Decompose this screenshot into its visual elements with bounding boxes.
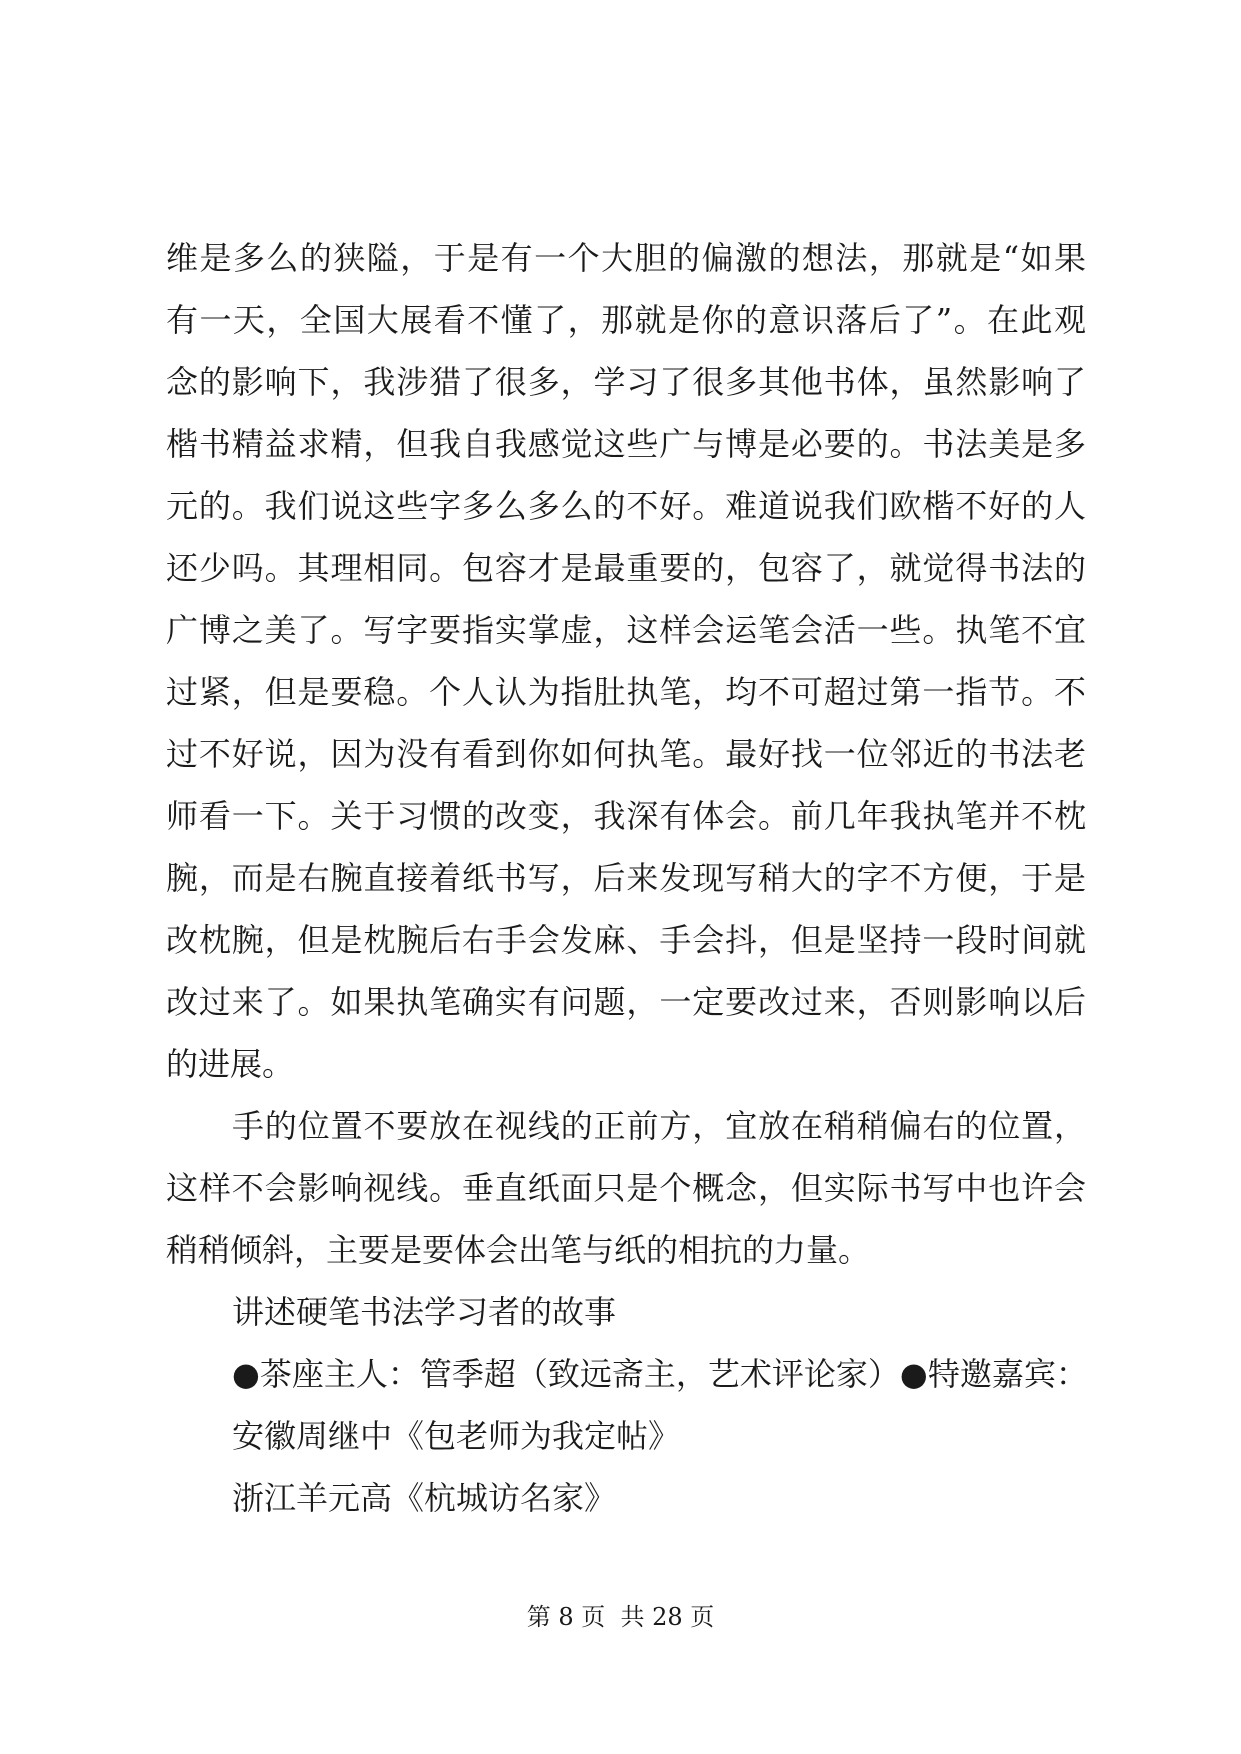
text-line: 的进展。 [166, 1045, 295, 1083]
text-line: 元的。我们说这些字多么多么的不好。难道说我们欧楷不好的人 [166, 487, 1086, 525]
text-line: 广博之美了。写字要指实掌虚，这样会运笔会活一些。执笔不宜 [166, 611, 1086, 649]
text-line: 过不好说，因为没有看到你如何执笔。最好找一位邻近的书法老 [166, 735, 1086, 773]
text-line: 腕，而是右腕直接着纸书写，后来发现写稍大的字不方便，于是 [166, 859, 1086, 897]
text-line: 师看一下。关于习惯的改变，我深有体会。前几年我执笔并不枕 [166, 797, 1086, 835]
text-line: 安徽周继中《包老师为我定帖》 [232, 1417, 681, 1455]
text-line: ●茶座主人：管季超（致远斋主，艺术评论家）●特邀嘉宾： [232, 1355, 1088, 1393]
text-line: 过紧，但是要稳。个人认为指肚执笔，均不可超过第一指节。不 [166, 673, 1086, 711]
text-line: 改枕腕，但是枕腕后右手会发麻、手会抖，但是坚持一段时间就 [166, 921, 1086, 959]
page-footer [0, 1602, 1241, 1632]
page-number-label: 第 8 页 共 28 页 [526, 1603, 715, 1631]
text-line: 稍稍倾斜，主要是要体会出笔与纸的相抗的力量。 [166, 1231, 871, 1269]
text-line: 维是多么的狭隘，于是有一个大胆的偏激的想法，那就是“如果 [166, 239, 1086, 277]
text-line: 还少吗。其理相同。包容才是最重要的，包容了，就觉得书法的 [166, 549, 1086, 587]
text-line: 念的影响下，我涉猎了很多，学习了很多其他书体，虽然影响了 [166, 363, 1086, 401]
section-heading: 讲述硬笔书法学习者的故事 [232, 1293, 617, 1331]
text-line: 楷书精益求精，但我自我感觉这些广与博是必要的。书法美是多 [166, 425, 1086, 463]
document-body [166, 227, 1086, 1529]
text-line: 这样不会影响视线。垂直纸面只是个概念，但实际书写中也许会 [166, 1169, 1086, 1207]
text-line: 有一天，全国大展看不懂了，那就是你的意识落后了”。在此观 [166, 301, 1086, 339]
text-line: 浙江羊元高《杭城访名家》 [232, 1479, 617, 1517]
text-line: 手的位置不要放在视线的正前方，宜放在稍稍偏右的位置， [232, 1107, 1086, 1145]
text-line: 改过来了。如果执笔确实有问题，一定要改过来，否则影响以后 [166, 983, 1086, 1021]
